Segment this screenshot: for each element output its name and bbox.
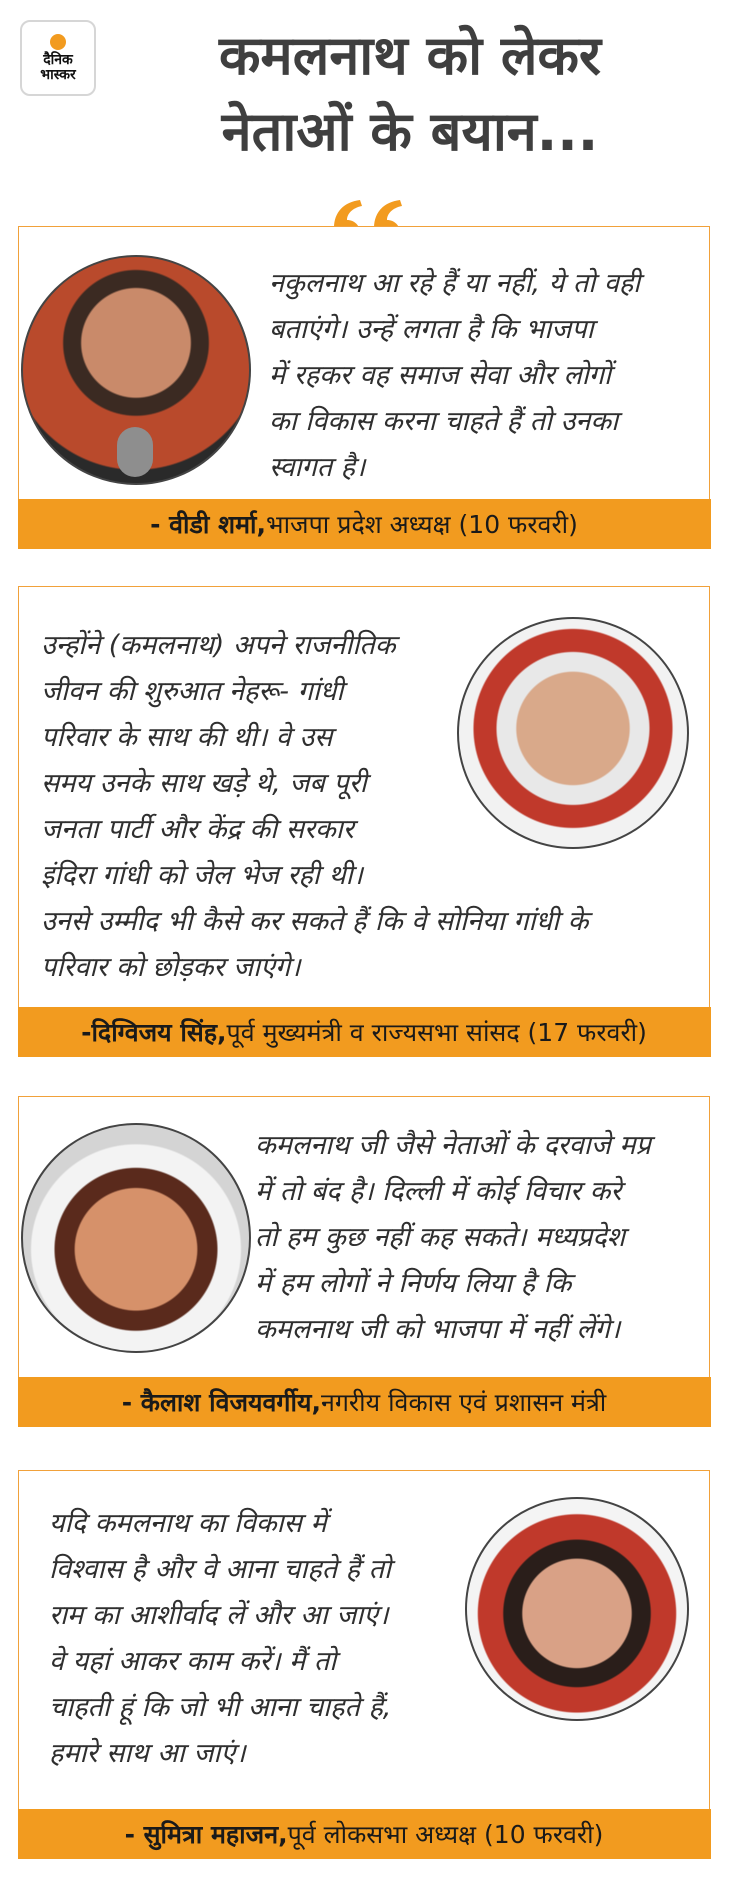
quote-line: तो हम कुछ नहीं कह सकते। मध्यप्रदेश <box>255 1222 626 1253</box>
sun-icon <box>50 34 66 50</box>
quote-line: इंदिरा गांधी को जेल भेज रही थी। <box>41 860 363 891</box>
quote-line: नकुलनाथ आ रहे हैं या नहीं, ये तो वही <box>269 268 641 299</box>
quote-line: जीवन की शुरुआत नेहरू- गांधी <box>41 676 344 707</box>
quote-card-digvijaya-singh <box>18 586 710 1056</box>
quote-line: कमलनाथ जी जैसे नेताओं के दरवाजे मप्र <box>255 1130 651 1161</box>
quote-text <box>41 623 588 991</box>
dainik-bhaskar-logo <box>20 20 96 96</box>
attribution-bar <box>18 499 711 549</box>
quote-card-vd-sharma <box>18 226 710 548</box>
page-title <box>110 18 710 170</box>
avatar-vd-sharma <box>21 255 251 485</box>
quote-line: में हम लोगों ने निर्णय लिया है कि <box>255 1268 572 1299</box>
speaker-name: - सुमित्रा महाजन, <box>124 1819 288 1849</box>
quote-line: में तो बंद है। दिल्ली में कोई विचार करे <box>255 1176 622 1207</box>
quote-text <box>255 1123 651 1353</box>
quote-line: का विकास करना चाहते हैं तो उनका <box>269 406 619 437</box>
quote-line: विश्वास है और वे आना चाहते हैं तो <box>49 1554 391 1585</box>
quote-line: चाहती हूं कि जो भी आना चाहते हैं, <box>49 1692 392 1723</box>
quote-line: वे यहां आकर काम करें। मैं तो <box>49 1646 337 1677</box>
quote-text <box>269 261 640 491</box>
quote-line: राम का आशीर्वाद लें और आ जाएं। <box>49 1600 389 1631</box>
quote-line: में रहकर वह समाज सेवा और लोगों <box>269 360 611 391</box>
avatar-kailash-vijayvargiya <box>21 1123 251 1353</box>
title-line-1: कमलनाथ को लेकर <box>218 24 602 87</box>
quote-line: कमलनाथ जी को भाजपा में नहीं लेंगे। <box>255 1314 621 1345</box>
quote-card-kailash-vijayvargiya <box>18 1096 710 1426</box>
logo-text-line1: दैनिक <box>43 51 73 68</box>
avatar-sumitra-mahajan <box>465 1497 689 1721</box>
attribution-bar <box>18 1809 711 1859</box>
speaker-name: -दिग्विजय सिंह, <box>81 1017 227 1047</box>
quote-line: यदि कमलनाथ का विकास में <box>49 1508 327 1539</box>
speaker-name: - वीडी शर्मा, <box>150 509 266 539</box>
quote-line: जनता पार्टी और केंद्र की सरकार <box>41 814 354 845</box>
quote-line: समय उनके साथ खड़े थे, जब पूरी <box>41 768 367 799</box>
speaker-role: पूर्व मुख्यमंत्री व राज्यसभा सांसद (17 फरवरी) <box>226 1017 647 1047</box>
quote-card-sumitra-mahajan <box>18 1470 710 1858</box>
quote-line: उनसे उम्मीद भी कैसे कर सकते हैं कि वे सोनिया गांधी के <box>41 906 589 937</box>
speaker-name: - कैलाश विजयवर्गीय, <box>121 1387 321 1417</box>
quote-line: उन्होंने (कमलनाथ) अपने राजनीतिक <box>41 630 396 661</box>
title-line-2: नेताओं के बयान... <box>221 100 599 163</box>
microphone-icon <box>117 427 153 477</box>
logo-text-line2: भास्कर <box>40 66 76 83</box>
quote-line: बताएंगे। उन्हें लगता है कि भाजपा <box>269 314 594 345</box>
attribution-bar <box>18 1377 711 1427</box>
quote-line: हमारे साथ आ जाएं। <box>49 1738 246 1769</box>
speaker-role: पूर्व लोकसभा अध्यक्ष (10 फरवरी) <box>287 1819 604 1849</box>
speaker-role: भाजपा प्रदेश अध्यक्ष (10 फरवरी) <box>266 509 578 539</box>
attribution-bar <box>18 1007 711 1057</box>
quote-line: स्वागत है। <box>269 452 366 483</box>
quote-line: परिवार को छोड़कर जाएंगे। <box>41 952 301 983</box>
quote-line: परिवार के साथ की थी। वे उस <box>41 722 333 753</box>
speaker-role: नगरीय विकास एवं प्रशासन मंत्री <box>320 1387 607 1417</box>
quote-text <box>49 1501 391 1777</box>
